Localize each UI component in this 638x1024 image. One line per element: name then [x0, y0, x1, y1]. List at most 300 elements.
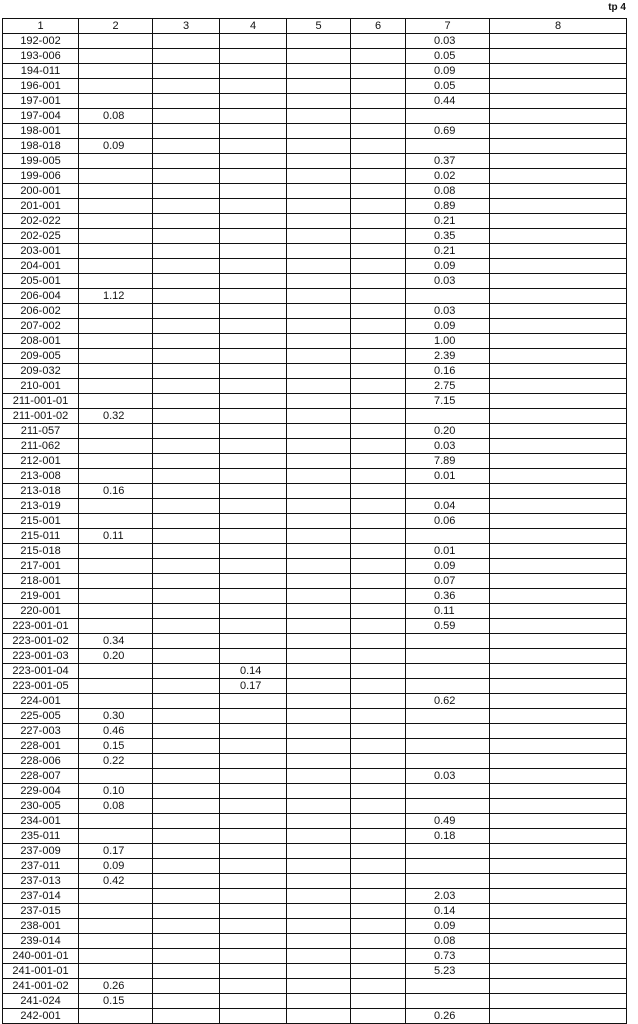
value-cell — [351, 364, 406, 379]
value-cell — [351, 394, 406, 409]
value-cell — [220, 199, 287, 214]
value-cell — [79, 124, 153, 139]
value-cell — [490, 964, 627, 979]
table-row — [3, 619, 627, 634]
value-cell — [79, 604, 153, 619]
value-cell — [287, 544, 351, 559]
value-cell: 0.02 — [406, 169, 490, 184]
value-cell — [351, 499, 406, 514]
value-cell — [351, 649, 406, 664]
row-id-cell: 240-001-01 — [3, 949, 79, 964]
row-id-cell: 199-005 — [3, 154, 79, 169]
value-cell — [490, 199, 627, 214]
value-cell — [351, 514, 406, 529]
value-cell — [287, 514, 351, 529]
value-cell — [490, 859, 627, 874]
value-cell: 2.39 — [406, 349, 490, 364]
row-id-cell: 211-001-02 — [3, 409, 79, 424]
row-id-cell: 209-005 — [3, 349, 79, 364]
value-cell — [153, 754, 220, 769]
value-cell — [490, 679, 627, 694]
row-id-cell: 217-001 — [3, 559, 79, 574]
table-row — [3, 259, 627, 274]
value-cell — [153, 904, 220, 919]
row-id-cell: 230-005 — [3, 799, 79, 814]
value-cell — [79, 814, 153, 829]
value-cell — [490, 619, 627, 634]
row-id-cell: 208-001 — [3, 334, 79, 349]
value-cell — [220, 829, 287, 844]
value-cell — [153, 469, 220, 484]
value-cell — [406, 289, 490, 304]
value-cell — [220, 529, 287, 544]
row-id-cell: 235-011 — [3, 829, 79, 844]
row-id-cell: 241-024 — [3, 994, 79, 1009]
value-cell: 0.05 — [406, 79, 490, 94]
table-row — [3, 994, 627, 1009]
row-id-cell: 194-011 — [3, 64, 79, 79]
value-cell — [490, 139, 627, 154]
row-id-cell: 204-001 — [3, 259, 79, 274]
value-cell — [490, 709, 627, 724]
table-row — [3, 469, 627, 484]
value-cell — [220, 274, 287, 289]
value-cell: 0.32 — [79, 409, 153, 424]
value-cell — [153, 64, 220, 79]
value-cell — [351, 949, 406, 964]
value-cell: 0.01 — [406, 544, 490, 559]
value-cell — [79, 514, 153, 529]
value-cell — [287, 394, 351, 409]
value-cell — [220, 424, 287, 439]
value-cell — [351, 829, 406, 844]
value-cell: 0.30 — [79, 709, 153, 724]
value-cell — [153, 349, 220, 364]
value-cell — [153, 139, 220, 154]
table-row — [3, 139, 627, 154]
value-cell — [220, 259, 287, 274]
value-cell — [153, 574, 220, 589]
value-cell — [287, 694, 351, 709]
value-cell: 0.49 — [406, 814, 490, 829]
value-cell — [287, 709, 351, 724]
value-cell — [79, 619, 153, 634]
row-id-cell: 215-018 — [3, 544, 79, 559]
value-cell — [79, 394, 153, 409]
value-cell — [406, 679, 490, 694]
value-cell — [153, 319, 220, 334]
value-cell: 0.15 — [79, 739, 153, 754]
value-cell — [287, 619, 351, 634]
row-id-cell: 210-001 — [3, 379, 79, 394]
value-cell — [153, 214, 220, 229]
value-cell: 0.26 — [79, 979, 153, 994]
value-cell — [153, 889, 220, 904]
value-cell — [490, 889, 627, 904]
value-cell — [220, 619, 287, 634]
value-cell: 5.23 — [406, 964, 490, 979]
table-row — [3, 499, 627, 514]
value-cell — [351, 349, 406, 364]
table-row — [3, 859, 627, 874]
value-cell — [287, 139, 351, 154]
value-cell — [490, 739, 627, 754]
value-cell: 0.22 — [79, 754, 153, 769]
value-cell — [153, 409, 220, 424]
value-cell — [220, 934, 287, 949]
value-cell — [287, 499, 351, 514]
value-cell — [287, 784, 351, 799]
value-cell — [351, 229, 406, 244]
value-cell — [287, 529, 351, 544]
value-cell — [153, 274, 220, 289]
value-cell — [287, 979, 351, 994]
value-cell — [490, 1009, 627, 1024]
value-cell — [220, 799, 287, 814]
value-cell — [79, 229, 153, 244]
value-cell — [220, 439, 287, 454]
value-cell — [351, 859, 406, 874]
table-row — [3, 379, 627, 394]
row-id-cell: 213-019 — [3, 499, 79, 514]
value-cell — [406, 784, 490, 799]
value-cell — [287, 379, 351, 394]
table-row — [3, 799, 627, 814]
value-cell — [220, 709, 287, 724]
table-row — [3, 679, 627, 694]
value-cell — [490, 724, 627, 739]
value-cell — [490, 169, 627, 184]
value-cell — [406, 109, 490, 124]
value-cell: 0.44 — [406, 94, 490, 109]
value-cell — [79, 214, 153, 229]
value-cell — [220, 244, 287, 259]
value-cell: 1.00 — [406, 334, 490, 349]
value-cell — [406, 484, 490, 499]
table-row — [3, 829, 627, 844]
table-row — [3, 844, 627, 859]
value-cell — [490, 109, 627, 124]
row-id-cell: 197-004 — [3, 109, 79, 124]
row-id-cell: 234-001 — [3, 814, 79, 829]
value-cell: 0.07 — [406, 574, 490, 589]
row-id-cell: 223-001-01 — [3, 619, 79, 634]
value-cell — [406, 994, 490, 1009]
table-row — [3, 334, 627, 349]
value-cell — [153, 379, 220, 394]
value-cell — [287, 739, 351, 754]
value-cell: 0.10 — [79, 784, 153, 799]
value-cell — [406, 634, 490, 649]
value-cell: 0.89 — [406, 199, 490, 214]
value-cell — [490, 529, 627, 544]
value-cell: 0.03 — [406, 439, 490, 454]
value-cell — [490, 544, 627, 559]
value-cell — [287, 244, 351, 259]
value-cell — [406, 754, 490, 769]
value-cell — [287, 319, 351, 334]
value-cell — [153, 769, 220, 784]
value-cell — [220, 964, 287, 979]
value-cell — [287, 169, 351, 184]
table-row — [3, 124, 627, 139]
value-cell — [79, 469, 153, 484]
value-cell — [153, 874, 220, 889]
value-cell — [351, 304, 406, 319]
row-id-cell: 237-009 — [3, 844, 79, 859]
value-cell: 0.46 — [79, 724, 153, 739]
value-cell — [220, 394, 287, 409]
value-cell — [79, 274, 153, 289]
value-cell — [406, 409, 490, 424]
value-cell — [79, 589, 153, 604]
table-row — [3, 949, 627, 964]
row-id-cell: 228-007 — [3, 769, 79, 784]
row-id-cell: 213-018 — [3, 484, 79, 499]
value-cell — [287, 604, 351, 619]
value-cell — [220, 994, 287, 1009]
value-cell — [220, 724, 287, 739]
value-cell — [287, 364, 351, 379]
value-cell — [490, 469, 627, 484]
table-row — [3, 814, 627, 829]
value-cell — [287, 874, 351, 889]
value-cell — [153, 814, 220, 829]
value-cell: 0.08 — [406, 184, 490, 199]
value-cell — [351, 919, 406, 934]
row-id-cell: 213-008 — [3, 469, 79, 484]
value-cell — [351, 484, 406, 499]
value-cell — [79, 904, 153, 919]
value-cell — [79, 679, 153, 694]
table-row — [3, 244, 627, 259]
row-id-cell: 202-022 — [3, 214, 79, 229]
table-row — [3, 709, 627, 724]
row-id-cell: 239-014 — [3, 934, 79, 949]
value-cell — [490, 799, 627, 814]
table-row — [3, 769, 627, 784]
value-cell — [153, 964, 220, 979]
row-id-cell: 215-001 — [3, 514, 79, 529]
value-cell: 7.89 — [406, 454, 490, 469]
row-id-cell: 205-001 — [3, 274, 79, 289]
table-row — [3, 649, 627, 664]
value-cell: 0.18 — [406, 829, 490, 844]
value-cell — [220, 229, 287, 244]
value-cell — [490, 784, 627, 799]
value-cell — [351, 424, 406, 439]
value-cell — [220, 184, 287, 199]
table-row — [3, 574, 627, 589]
value-cell — [153, 829, 220, 844]
value-cell — [287, 484, 351, 499]
data-table — [2, 18, 627, 1024]
value-cell — [153, 454, 220, 469]
row-id-cell: 209-032 — [3, 364, 79, 379]
table-row — [3, 634, 627, 649]
value-cell — [287, 109, 351, 124]
value-cell — [153, 919, 220, 934]
value-cell — [490, 274, 627, 289]
value-cell — [153, 259, 220, 274]
value-cell — [153, 679, 220, 694]
value-cell — [220, 604, 287, 619]
page-number: tp 4 — [608, 2, 626, 13]
value-cell — [406, 724, 490, 739]
value-cell — [406, 649, 490, 664]
value-cell — [351, 724, 406, 739]
value-cell — [490, 319, 627, 334]
value-cell: 0.03 — [406, 304, 490, 319]
table-row — [3, 784, 627, 799]
row-id-cell: 211-001-01 — [3, 394, 79, 409]
value-cell — [220, 649, 287, 664]
value-cell: 0.21 — [406, 244, 490, 259]
value-cell — [287, 919, 351, 934]
value-cell — [220, 469, 287, 484]
row-id-cell: 223-001-03 — [3, 649, 79, 664]
value-cell — [220, 979, 287, 994]
value-cell — [220, 379, 287, 394]
value-cell — [490, 334, 627, 349]
table-row — [3, 439, 627, 454]
value-cell — [351, 874, 406, 889]
table-row — [3, 349, 627, 364]
value-cell — [490, 694, 627, 709]
column-header-8: 8 — [490, 19, 627, 34]
value-cell: 0.05 — [406, 49, 490, 64]
value-cell — [220, 334, 287, 349]
value-cell — [406, 799, 490, 814]
value-cell — [287, 994, 351, 1009]
value-cell: 0.09 — [406, 319, 490, 334]
value-cell — [153, 199, 220, 214]
value-cell: 0.20 — [79, 649, 153, 664]
row-id-cell: 223-001-05 — [3, 679, 79, 694]
value-cell — [351, 904, 406, 919]
value-cell — [220, 304, 287, 319]
value-cell — [79, 379, 153, 394]
value-cell — [287, 94, 351, 109]
value-cell: 0.69 — [406, 124, 490, 139]
value-cell — [220, 319, 287, 334]
value-cell — [287, 349, 351, 364]
table-row — [3, 724, 627, 739]
value-cell: 0.14 — [220, 664, 287, 679]
value-cell — [351, 844, 406, 859]
value-cell — [287, 829, 351, 844]
value-cell — [220, 769, 287, 784]
row-id-cell: 203-001 — [3, 244, 79, 259]
row-id-cell: 237-013 — [3, 874, 79, 889]
value-cell — [79, 1009, 153, 1024]
value-cell — [153, 784, 220, 799]
value-cell — [490, 979, 627, 994]
table-row — [3, 544, 627, 559]
value-cell — [287, 424, 351, 439]
value-cell: 0.06 — [406, 514, 490, 529]
value-cell — [351, 244, 406, 259]
value-cell: 2.03 — [406, 889, 490, 904]
table-row — [3, 979, 627, 994]
value-cell: 0.09 — [79, 859, 153, 874]
value-cell — [287, 124, 351, 139]
value-cell: 7.15 — [406, 394, 490, 409]
value-cell — [351, 319, 406, 334]
value-cell — [220, 349, 287, 364]
value-cell — [153, 499, 220, 514]
value-cell — [220, 154, 287, 169]
row-id-cell: 202-025 — [3, 229, 79, 244]
value-cell — [490, 574, 627, 589]
value-cell: 0.11 — [79, 529, 153, 544]
value-cell — [490, 919, 627, 934]
table-row — [3, 874, 627, 889]
value-cell: 0.59 — [406, 619, 490, 634]
value-cell — [287, 949, 351, 964]
table-row — [3, 94, 627, 109]
table-row — [3, 904, 627, 919]
value-cell — [351, 454, 406, 469]
value-cell — [220, 559, 287, 574]
value-cell — [287, 889, 351, 904]
value-cell: 0.09 — [79, 139, 153, 154]
value-cell — [79, 364, 153, 379]
table-row — [3, 154, 627, 169]
value-cell — [351, 124, 406, 139]
value-cell — [351, 64, 406, 79]
value-cell — [220, 634, 287, 649]
table-header-row — [3, 19, 627, 34]
value-cell — [220, 514, 287, 529]
value-cell — [490, 814, 627, 829]
value-cell — [79, 64, 153, 79]
value-cell — [79, 499, 153, 514]
value-cell: 0.16 — [406, 364, 490, 379]
value-cell — [287, 574, 351, 589]
value-cell — [490, 124, 627, 139]
value-cell: 0.34 — [79, 634, 153, 649]
row-id-cell: 198-018 — [3, 139, 79, 154]
value-cell — [490, 349, 627, 364]
value-cell — [153, 619, 220, 634]
value-cell: 0.14 — [406, 904, 490, 919]
value-cell — [351, 739, 406, 754]
row-id-cell: 228-001 — [3, 739, 79, 754]
value-cell — [351, 574, 406, 589]
row-id-cell: 223-001-04 — [3, 664, 79, 679]
value-cell — [490, 379, 627, 394]
value-cell — [220, 139, 287, 154]
value-cell — [490, 409, 627, 424]
table-row — [3, 454, 627, 469]
value-cell — [153, 634, 220, 649]
value-cell — [153, 859, 220, 874]
value-cell — [351, 334, 406, 349]
row-id-cell: 211-062 — [3, 439, 79, 454]
value-cell: 0.37 — [406, 154, 490, 169]
value-cell — [351, 604, 406, 619]
value-cell — [220, 79, 287, 94]
value-cell — [490, 559, 627, 574]
table-row — [3, 109, 627, 124]
value-cell — [79, 154, 153, 169]
value-cell — [79, 94, 153, 109]
column-header-5: 5 — [287, 19, 351, 34]
value-cell — [287, 769, 351, 784]
value-cell — [490, 214, 627, 229]
value-cell — [351, 259, 406, 274]
